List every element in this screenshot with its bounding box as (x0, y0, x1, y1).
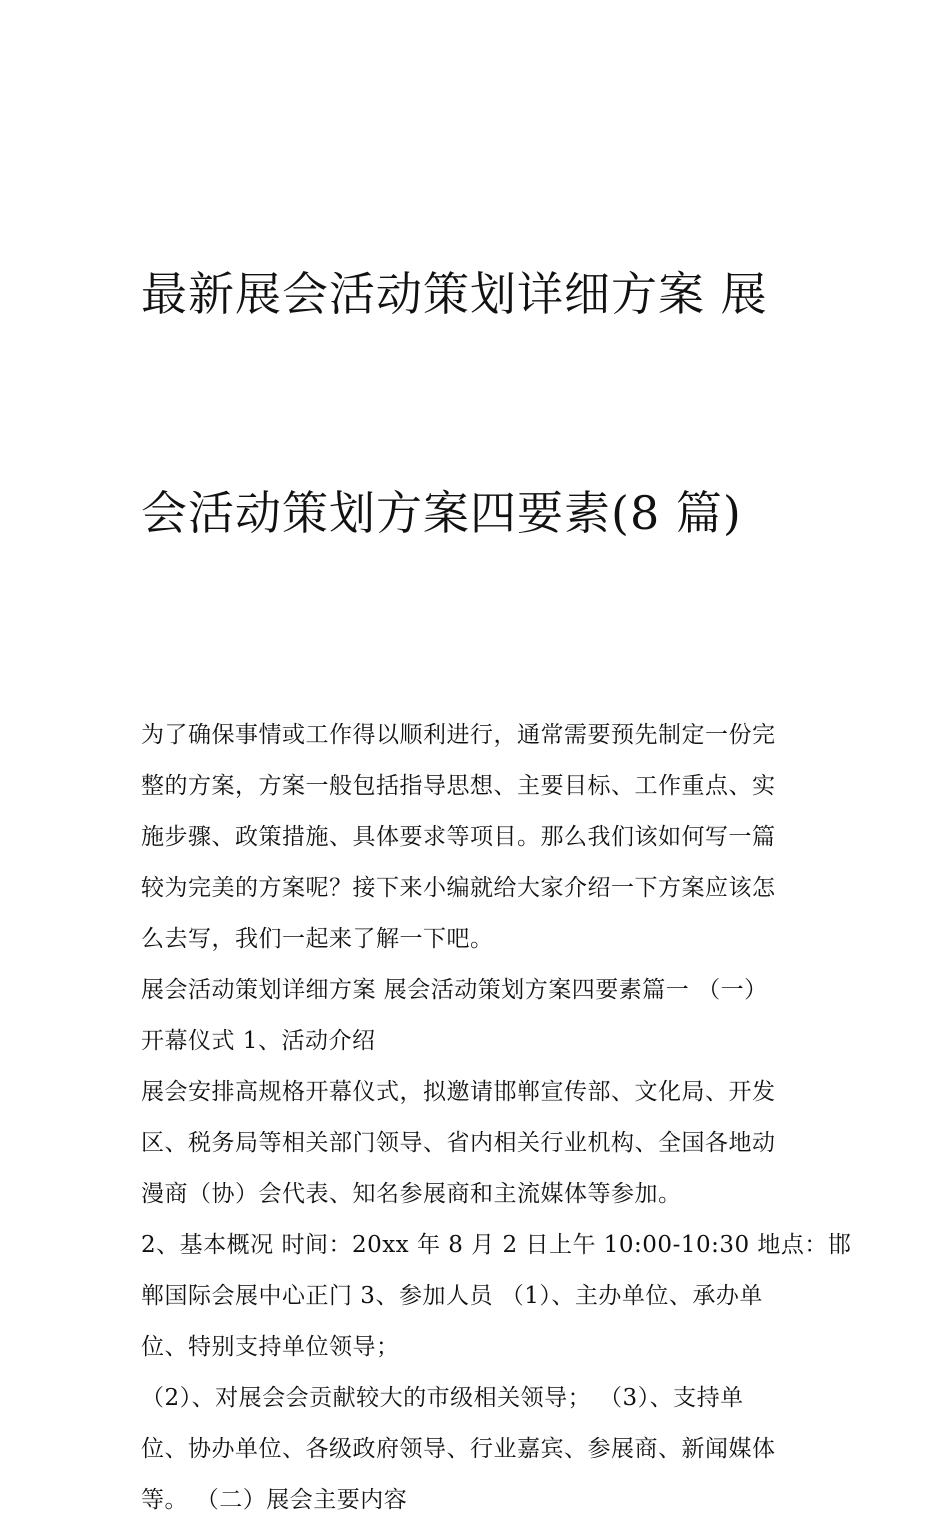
body-line: 施步骤、政策措施、具体要求等项目。那么我们该如何写一篇 (141, 824, 776, 850)
title-line-1: 最新展会活动策划详细方案 展 (141, 267, 768, 321)
body-line: 展会活动策划详细方案 展会活动策划方案四要素篇一 （一） (141, 977, 768, 1003)
body-line: 位、特别支持单位领导； (141, 1334, 400, 1360)
body-line: 么去写，我们一起来了解一下吧。 (141, 926, 494, 952)
body-line: 整的方案，方案一般包括指导思想、主要目标、工作重点、实 (141, 773, 776, 799)
body-line: 等。 （二）展会主要内容 (141, 1487, 408, 1513)
body-line: 较为完美的方案呢？接下来小编就给大家介绍一下方案应该怎 (141, 875, 776, 901)
body-line: 漫商（协）会代表、知名参展商和主流媒体等参加。 (141, 1181, 682, 1207)
body-line: 区、税务局等相关部门领导、省内相关行业机构、全国各地动 (141, 1130, 776, 1156)
body-line: （2）、对展会会贡献较大的市级相关领导； （3）、支持单 (141, 1385, 744, 1411)
body-line: 为了确保事情或工作得以顺利进行，通常需要预先制定一份完 (141, 722, 776, 748)
body-line: 开幕仪式 1、活动介绍 (141, 1028, 376, 1054)
title-line-2: 会活动策划方案四要素(8 篇) (141, 486, 742, 540)
document-title (141, 112, 813, 696)
body-line: 2、基本概况 时间：20xx 年 8 月 2 日上午 10:00-10:30 地点：邯 (141, 1232, 852, 1258)
body-line: 展会安排高规格开幕仪式，拟邀请邯郸宣传部、文化局、开发 (141, 1079, 776, 1105)
document-body (141, 710, 852, 1526)
body-line: 位、协办单位、各级政府领导、行业嘉宾、参展商、新闻媒体 (141, 1436, 776, 1462)
body-line: 郸国际会展中心正门 3、参加人员 （1）、主办单位、承办单 (141, 1283, 763, 1309)
document-page (141, 112, 852, 1526)
